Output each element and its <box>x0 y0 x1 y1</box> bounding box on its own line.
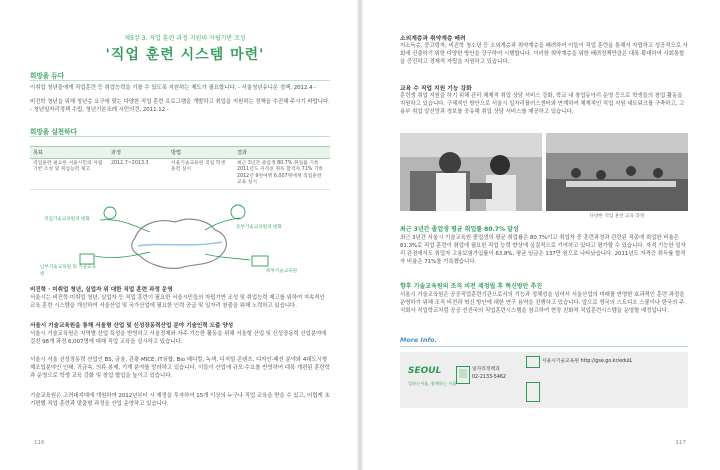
body-paragraph: 서울시 서울 신성장동력 산업인 BS, 금융, 관광·MICE, IT융합, Bio 메디컬, 녹색, 디지털 콘텐츠, 디자인·패션 분야와 4대도시형 제조업분야인 인쇄, 귀금속, 의류·봉제, 기계 분야를 망라하고 있습니다. 이들이 산업에 규모·수요를 반영하여 대폭 개편된 훈련학과 운영으로 학생 교육 강화 및 창업 협업을 높이고 있습니다. <box>30 357 330 379</box>
table-header: 결과 <box>234 147 330 159</box>
body-paragraph: 최근 3년간 서울시 기술교육원 졸업생의 평균 취업률은 80.7%이고 취업자 중 훈련과정과 관련된 직종에 취업한 비율은 81.3%로 직업 훈련이 취업에 필요한 직업 능력 향상에 실질적으로 기여하고 있다고 평가할 수 있습니다. 자격 기능한 일자리 관점에서도 취업자 고용보험가입률이 63.8%, 평균 임금은 137만 원으로 나타났습니다. 2011년도 자격증 취득률 합격자 비율은 71%를 기록했습니다. <box>400 235 686 265</box>
page-number: 116 <box>34 440 45 446</box>
table-header: 과정 <box>108 147 168 159</box>
table-cell: 직업훈련 필요한 서울시민의 자립기반 조성 및 취업능력 제고 <box>30 159 108 190</box>
table-header: 목표 <box>30 147 108 159</box>
right-page <box>360 0 720 470</box>
page-title: '직업 훈련 시스템 마련' <box>105 47 265 63</box>
divider <box>30 136 330 137</box>
intro-heading: 희망을 듀다 <box>30 72 65 80</box>
body-paragraph: 저소득층, 중고령자, 비진학 청소년 등 소외계층과 취약계층을 배려하여 이들이 직업 훈련을 통해서 자립하고 성공적으로 사회에 진출하기 위한 다양한 방안을 강구하여 시행합니다. 이러한 취약계층을 위한 배려정책만큼은 대폭 확대하여 사회통합을 증진하고 경제적 자립을 지원하고 있습니다. <box>400 43 688 65</box>
body-paragraph: 서울시는 비진학·미취업 청년, 실업자 등 직업 훈련이 필요한 서울시민들의 자립기반 조성 및 취업능력 제고를 위하여 지속적인 교육 훈련 시스템을 개선하여 서울산업 및 국가산업에 필요한 인력 공급 및 일자리 창출을 위해 노력하고 있습니다. <box>30 295 325 309</box>
divider <box>30 80 330 81</box>
intro-paragraph-2: 비진학 청년을 위해 청년층 요구에 맞는 다양한 직업 훈련 프로그램을 개발하고 취업을 지원하는 정책을 추진해 주시기 바랍니다. - 청년일자리정책 수립, 청년기본조례 시민의견, 2011.12 - <box>30 99 330 113</box>
seoul-map-diagram <box>40 198 320 280</box>
page-number: 117 <box>675 440 686 446</box>
phone-icon <box>456 366 470 384</box>
home-icon <box>526 356 540 368</box>
more-info-label: More Info. <box>400 336 437 344</box>
policy-table <box>30 146 330 190</box>
seoul-slogan: 일하는서울, 함께하는 서울 <box>408 381 457 386</box>
body-paragraph: 기술교육원은 고려대지대에 개원하여 2012년부터 시 재정을 투자하여 15개 이상의 누구나 직업 교육을 받을 수 있고, 어렵게 초기편했 직업 훈련과 맞춤형 과정을 산업 운영하고 있습니다. <box>30 393 330 407</box>
table-cell: 최근 3년간 졸업생 80.7% 취업률 기록 2011년도 자격증 취득 합격자 71% 기록 2012년 9천여명 6,007명에게 직업훈련 교육 실시 <box>234 159 330 190</box>
subsection-heading: 서울시 기술교육원을 통해 서울형 산업 및 신성장동력산업 분야 기술인력 도출 양성 <box>30 323 234 329</box>
contact-dept: 일자리정책과 <box>472 367 500 372</box>
subsection-heading: 최근 3년간 졸업생 평균 취업률 80.7% 달성 <box>400 226 519 233</box>
table-header: 방법 <box>168 147 234 159</box>
subsection-heading: 교육 수 직업 지원 기능 강화 <box>400 86 472 92</box>
diagram-label: 직업기술교육원의 변화 <box>44 217 90 222</box>
homepage-link[interactable]: 서울시기술교육원 http://gse.go.kr/eduIL <box>542 359 633 364</box>
diagram-label: 북부기술교육원 <box>266 269 298 274</box>
contact-phone: 02-2133-5462 <box>472 375 506 380</box>
table-row <box>30 159 330 190</box>
document-icon <box>526 382 540 402</box>
contact-box <box>400 352 688 408</box>
diagram-label: 남부기술교육원 및 기술교육원 <box>40 265 97 278</box>
body-paragraph: 서울시 기술교육원은 공공직업훈련기관으로서의 기능과 정체성을 넘어서 서울산업의 미래를 반영한 효과적인 훈련 과정을 운영하기 위해 조직 비전과 혁신 방안에 대한 연구 용역을 진행하고 있습니다. 앞으로 영국의 스트디오 스쿨이나 한국의 주식회사 직업학교처럼 공공 선진국의 직업훈련시스템을 참고하여 현장 친화적 직업훈련시스템을 운영할 예정입니다. <box>400 292 685 314</box>
subsection-heading: 향후 기술교육원의 조직 비전 재정립 후 혁신방안 추진 <box>400 283 543 290</box>
seoul-logo: SEOUL <box>408 366 442 376</box>
photo-caption: 다양한 직업 훈련 교육 과정 <box>589 214 645 219</box>
divider <box>400 346 688 347</box>
body-paragraph: 훈련생 취업 지원을 하기 위해 관리 체제적 취업 상담 서비스 강화, 학교 내 창업동아리 운영 등으로 학생들의 창업 활동을 지원하고 있습니다. 구체적인 방안으로 서울시 일자리플러스센터와 연계하여 체계적인 직업 지원 네트워크를 구축하고, 고용부 취업 알선망과 정보를 공유해 취업 상담 서비스를 제공하고 있습니다. <box>400 93 685 115</box>
table-cell: 서울기술교육원 직업 학생 훈련 실시 <box>168 159 234 190</box>
subsection-heading: 소외계층과 취약계층 배려 <box>400 36 466 42</box>
body-paragraph: 서울시 기술교육원은 지역별 산업 특성을 반영하고 서울경제와 자주 기능한 활동을 위해 서울형 산업 및 신성장동력 산업분야에 걸친 98개 과정 6,007명에 대해 직업 교육을 실시하고 있습니다. <box>30 331 327 345</box>
intro-paragraph-1: 이취업 청년들에게 직업훈련 등 취업능력을 기를 수 있도록 지원하는 제도가 필요합니다. - 서울청년유니온 정책, 2012.4 - <box>30 85 317 91</box>
training-photo-right <box>546 133 688 211</box>
training-photo-left <box>400 133 542 211</box>
diagram-label: 동부기술교육원의 변화 <box>236 225 282 230</box>
subsection-heading: 비진학 · 미취업 청년, 실업자 위 대한 직업 훈련 과정 운영 <box>30 287 173 293</box>
section-kicker: 제5장 3. 직업 훈련 과정 지원의 자립기반 조성 <box>124 35 246 42</box>
table-cell: 2012.7~2013.3 <box>108 159 168 190</box>
implementation-heading: 희망을 실천하다 <box>30 128 77 136</box>
